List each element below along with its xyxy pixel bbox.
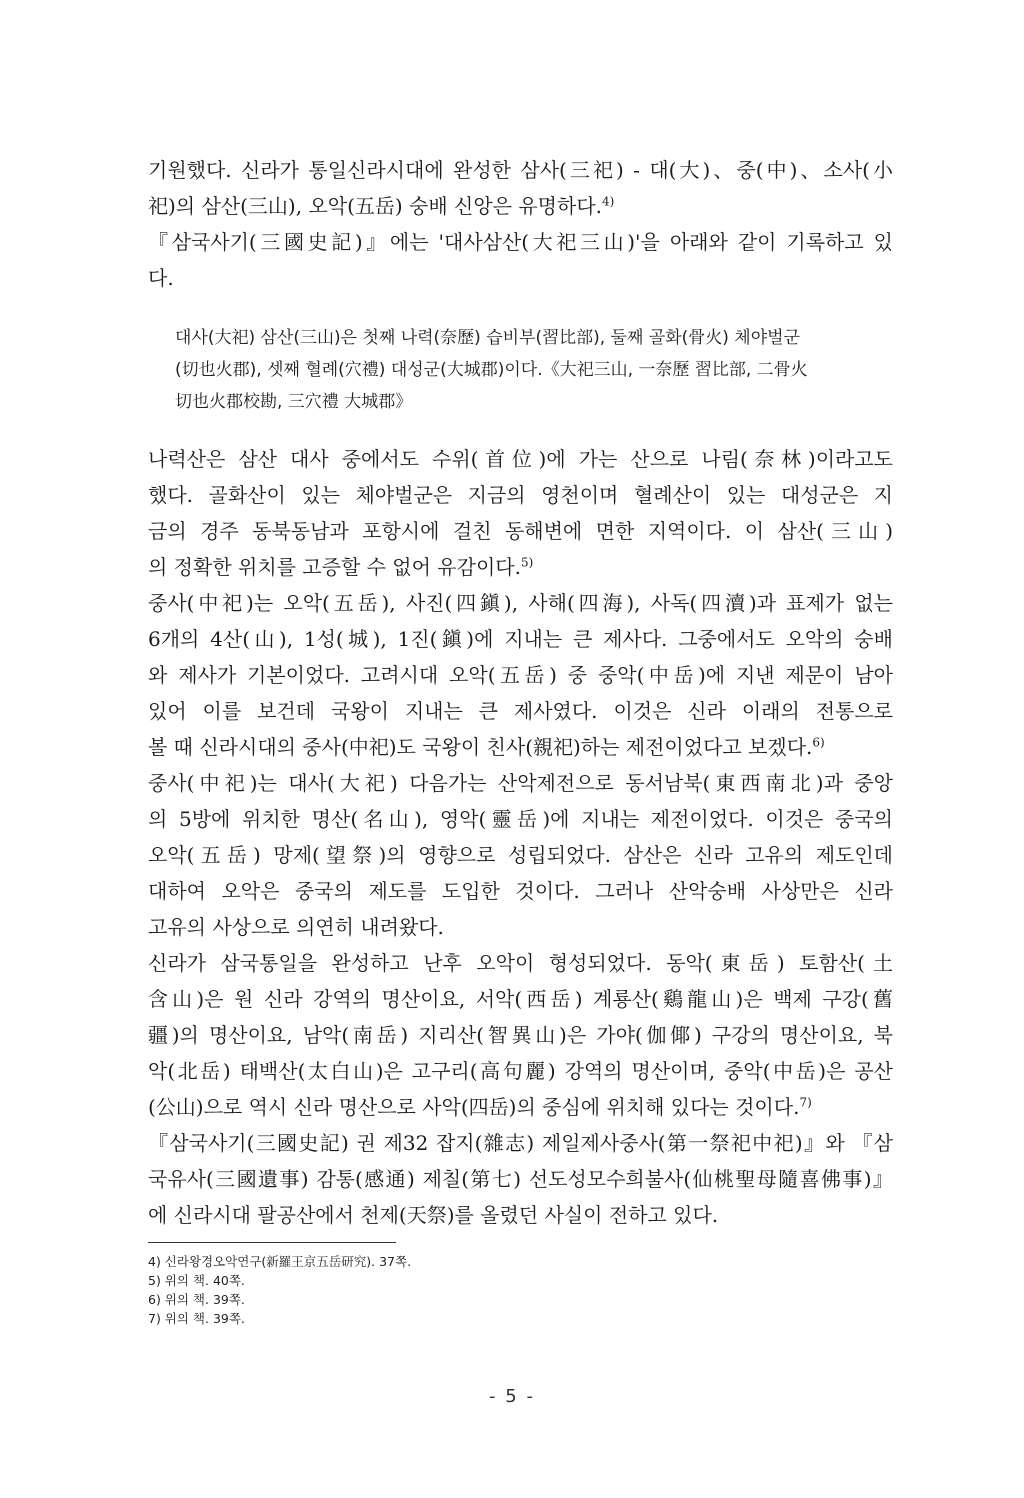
body-line: 대하여 오악은 중국의 제도를 도입한 것이다. 그러나 산악숭배 사상만은 신라 — [148, 879, 893, 903]
body-line: 의 5방에 위치한 명산(名山), 영악(靈岳)에 지내는 제전이었다. 이것은 중국의 — [148, 807, 893, 831]
body-line: 『삼국사기(三國史記) 권 제32 잡지(雜志) 제일제사중사(第一祭祀中祀)』와 『삼 — [148, 1131, 893, 1155]
body-line: 6개의 4산(山), 1성(城), 1진(鎭)에 지내는 큰 제사다. 그중에서도 오악의 숭배 — [148, 627, 893, 651]
body-line: 다. — [148, 266, 174, 290]
body-line: 고유의 사상으로 의연히 내려왔다. — [148, 915, 444, 939]
block-quote — [175, 322, 875, 418]
footnote: 5) 위의 책. 40쪽. — [148, 1273, 245, 1288]
body-line: 含山)은 원 신라 강역의 명산이요, 서악(西岳) 계룡산(鷄龍山)은 백제 구강(舊 — [148, 987, 893, 1011]
body-line-text: (公山)으로 역시 신라 명산으로 사악(四岳)의 중심에 위치해 있다는 것이다. — [148, 1095, 800, 1119]
body-main-block — [148, 441, 893, 1233]
body-line: 국유사(三國遺事) 감통(感通) 제칠(第七) 선도성모수희불사(仙桃聖母隨喜佛事)』 — [148, 1167, 893, 1191]
body-line-text: 의 정확한 위치를 고증할 수 없어 유감이다. — [148, 555, 521, 579]
body-line: 와 제사가 기본이었다. 고려시대 오악(五岳) 중 중악(中岳)에 지낸 제문이 남아 — [148, 663, 893, 687]
quote-line: 切也火郡校勘, 三穴禮 大城郡》 — [175, 392, 413, 412]
body-line: 에 신라시대 팔공산에서 천제(天祭)를 올렸던 사실이 전하고 있다. — [148, 1203, 719, 1227]
body-line: 오악(五岳) 망제(望祭)의 영향으로 성립되었다. 삼산은 신라 고유의 제도인데 — [148, 843, 893, 867]
body-line: 중사(中祀)는 오악(五岳), 사진(四鎭), 사해(四海), 사독(四瀆)과 표제가 없는 — [148, 591, 893, 615]
body-line: 있어 이를 보건데 국왕이 지내는 큰 제사였다. 이것은 신라 이래의 전통으로 — [148, 699, 893, 723]
body-line — [148, 549, 893, 585]
footnote-ref: 7) — [799, 1095, 812, 1110]
body-line: 했다. 골화산이 있는 체야벌군은 지금의 영천이며 혈례산이 있는 대성군은 지 — [148, 483, 893, 507]
footnote-divider — [148, 1242, 396, 1243]
footnote-ref: 4) — [602, 194, 615, 209]
footnotes — [148, 1252, 411, 1328]
body-line: 疆)의 명산이요, 남악(南岳) 지리산(智異山)은 가야(伽倻) 구강의 명산이요, 북 — [148, 1023, 893, 1047]
body-line: 기원했다. 신라가 통일신라시대에 완성한 삼사(三祀) - 대(大)、중(中)、소사(小 — [148, 158, 893, 182]
page-number: - 5 - — [489, 1386, 535, 1407]
body-line: 악(北岳) 태백산(太白山)은 고구리(高句麗) 강역의 명산이며, 중악(中岳)은 공산 — [148, 1059, 893, 1083]
body-line-text: 볼 때 신라시대의 중사(中祀)도 국왕이 친사(親祀)하는 제전이었다고 보겠다. — [148, 735, 813, 759]
footnote-ref: 5) — [520, 555, 534, 570]
body-line: 중사(中祀)는 대사(大祀) 다음가는 산악제전으로 동서남북(東西南北)과 중앙 — [148, 771, 893, 795]
body-line — [148, 1089, 893, 1125]
body-line: 나력산은 삼산 대사 중에서도 수위(首位)에 가는 산으로 나림(奈林)이라고도 — [148, 447, 893, 471]
quote-line: (切也火郡), 셋째 혈례(穴禮) 대성군(大城郡)이다.《大祀三山, 一奈歷 習比部, 二骨火 — [175, 360, 808, 380]
footnote: 7) 위의 책. 39쪽. — [148, 1311, 245, 1326]
body-line-text: 祀)의 삼산(三山), 오악(五岳) 숭배 신앙은 유명하다. — [148, 194, 602, 218]
body-line: 금의 경주 동북동남과 포항시에 걸친 동해변에 면한 지역이다. 이 삼산(三山) — [148, 519, 893, 543]
body-line: 신라가 삼국통일을 완성하고 난후 오악이 형성되었다. 동악(東岳) 토함산(土 — [148, 951, 893, 975]
footnote: 4) 신라왕경오악연구(新羅王京五岳研究). 37쪽. — [148, 1254, 412, 1269]
quote-line: 대사(大祀) 삼산(三山)은 첫째 나력(奈歷) 습비부(習比部), 둘째 골화(骨火) 체야벌군 — [175, 328, 800, 348]
footnote-ref: 6) — [812, 735, 825, 750]
body-line: 『삼국사기(三國史記)』에는 '대사삼산(大祀三山)'을 아래와 같이 기록하고 있 — [148, 230, 893, 254]
body-top-block — [148, 152, 893, 296]
body-line — [148, 188, 893, 224]
footnote: 6) 위의 책. 39쪽. — [148, 1292, 245, 1307]
body-line — [148, 729, 893, 765]
